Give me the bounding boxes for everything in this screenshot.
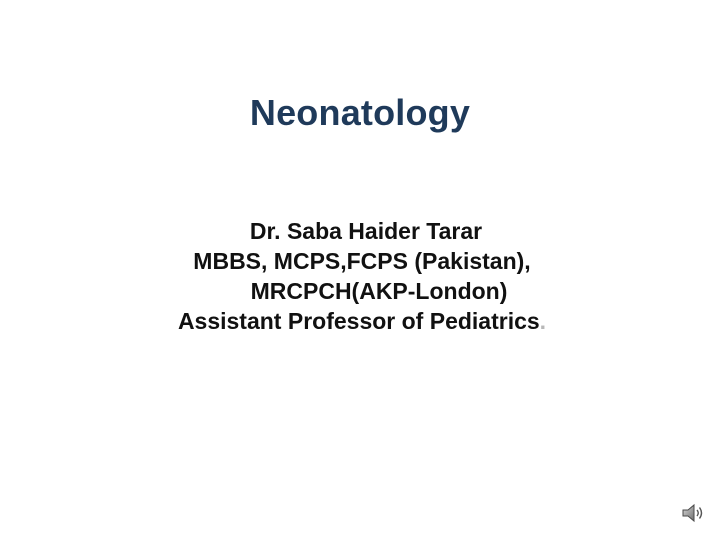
author-info [0, 216, 720, 336]
slide-title: Neonatology [249, 92, 471, 133]
author-degrees: MBBS, MCPS,FCPS (Pakistan), [193, 248, 531, 274]
author-position-line [0, 306, 720, 336]
author-name: Dr. Saba Haider Tarar [249, 218, 483, 244]
speaker-icon[interactable] [681, 502, 705, 524]
author-position: Assistant Professor of Pediatrics [177, 308, 540, 334]
trailing-period: . [539, 308, 547, 334]
author-membership: MRCPCH(AKP-London) [250, 278, 508, 304]
